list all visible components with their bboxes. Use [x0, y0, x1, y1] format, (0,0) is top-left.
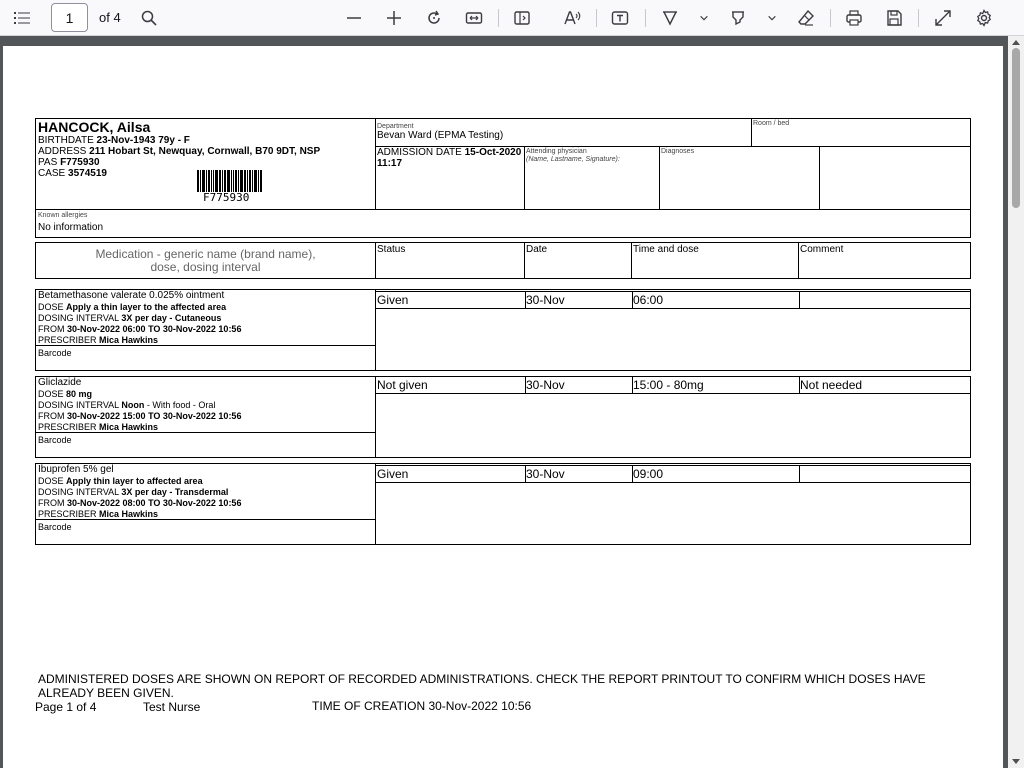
medication-1-interval: DOSING INTERVAL 3X per day - Cutaneous [38, 313, 222, 323]
patient-barcode-text: F775930 [203, 191, 250, 204]
scroll-down-icon[interactable] [1012, 759, 1020, 764]
read-aloud-icon[interactable] [558, 0, 586, 36]
diagnoses-label: Diagnoses [661, 148, 695, 155]
administration-2-time-dose: 15:00 - 80mg [632, 377, 800, 393]
patient-name: HANCOCK, Ailsa [38, 119, 151, 135]
header-time-dose-label: Time and dose [633, 244, 699, 255]
medication-3-from: FROM 30-Nov-2022 08:00 TO 30-Nov-2022 10:56 [38, 498, 242, 508]
chevron-down-icon[interactable] [764, 0, 780, 36]
header-medication-line1: Medication - generic name (brand name), [95, 247, 316, 261]
administration-1-comment [799, 292, 970, 308]
administration-1-date: 30-Nov [525, 292, 633, 308]
pdf-viewer [0, 36, 1024, 768]
eraser-icon[interactable] [792, 0, 820, 36]
medication-1-name: Betamethasone valerate 0.025% ointment [38, 290, 225, 301]
administration-2-comment: Not needed [800, 378, 863, 392]
expand-icon[interactable] [929, 0, 957, 36]
administration-2-status: Not given [376, 377, 526, 393]
medication-2-name: Gliclazide [38, 377, 82, 388]
page-number-input[interactable] [51, 3, 88, 32]
rotate-icon[interactable] [420, 0, 448, 36]
zoom-in-icon[interactable] [380, 0, 408, 36]
allergies-label: Known allergies [38, 212, 88, 219]
sidebar-toggle-icon[interactable] [8, 0, 36, 36]
footer-creation-time: TIME OF CREATION 30-Nov-2022 10:56 [312, 699, 532, 713]
administration-2-date: 30-Nov [525, 377, 633, 393]
footer-notice-line1: ADMINISTERED DOSES ARE SHOWN ON REPORT OF RECORDED ADMINISTRATIONS. CHECK THE REPORT PRINTOUT TO CONFIRM WHICH DOSES HAVE [38, 672, 926, 686]
header-date-label: Date [526, 244, 548, 255]
chevron-down-icon[interactable] [696, 0, 712, 36]
medication-2-barcode-box [35, 432, 376, 458]
scroll-up-icon[interactable] [1012, 40, 1020, 45]
search-icon[interactable] [135, 0, 163, 36]
medication-1-barcode-label: Barcode [38, 348, 72, 358]
page-view-icon[interactable] [508, 0, 536, 36]
medication-3-prescriber: PRESCRIBER Mica Hawkins [38, 509, 159, 519]
patient-pas: PAS F775930 [38, 157, 100, 168]
diagnoses-extra-box [819, 146, 971, 210]
administration-3-date: 30-Nov [525, 466, 633, 482]
department-label: Department [377, 123, 414, 130]
administration-3-comment [799, 466, 970, 482]
highlight-icon[interactable] [724, 0, 752, 36]
administration-row-2 [375, 376, 971, 394]
administration-3-status: Given [376, 466, 526, 482]
administration-1-status: Given [376, 292, 526, 308]
physician-hint: (Name, Lastname, Signature): [526, 156, 620, 163]
administration-3-time-dose: 09:00 [632, 466, 800, 482]
print-icon[interactable] [840, 0, 868, 36]
medication-1-dose: DOSE Apply a thin layer to the affected area [38, 302, 227, 312]
admission-date: ADMISSION DATE 15-Oct-2020 [377, 147, 522, 158]
administration-row-1 [375, 291, 971, 309]
medication-3-dose: DOSE Apply thin layer to affected area [38, 476, 203, 486]
save-icon[interactable] [880, 0, 908, 36]
settings-icon[interactable] [970, 0, 998, 36]
footer-page-info: Page 1 of 4 [35, 700, 97, 714]
vertical-scrollbar[interactable] [1008, 36, 1024, 768]
header-status-label: Status [377, 244, 406, 255]
header-comment-label: Comment [800, 244, 844, 255]
patient-case: CASE 3574519 [38, 168, 107, 179]
text-box-icon[interactable] [606, 0, 634, 36]
department-value: Bevan Ward (EPMA Testing) [377, 130, 504, 141]
medication-3-barcode-label: Barcode [38, 522, 72, 532]
medication-2-from: FROM 30-Nov-2022 15:00 TO 30-Nov-2022 10:56 [38, 411, 242, 421]
page-count-label: of 4 [99, 10, 121, 25]
admission-time: 11:17 [377, 158, 403, 169]
allergies-box [35, 209, 971, 238]
scrollbar-thumb[interactable] [1012, 48, 1020, 208]
patient-barcode [197, 170, 263, 192]
allergies-value: No information [38, 222, 104, 233]
physician-label: Attending physician [526, 148, 587, 155]
draw-icon[interactable] [656, 0, 684, 36]
patient-birthdate: BIRTHDATE 23-Nov-1943 79y - F [38, 135, 190, 146]
pdf-toolbar [0, 0, 1024, 36]
medication-2-barcode-label: Barcode [38, 435, 72, 445]
medication-2-dose: DOSE 80 mg [38, 389, 93, 399]
medication-1-prescriber: PRESCRIBER Mica Hawkins [38, 335, 159, 345]
fit-width-icon[interactable] [460, 0, 488, 36]
pdf-page [3, 46, 1003, 768]
medication-3-barcode-box [35, 519, 376, 545]
footer-user: Test Nurse [143, 700, 201, 714]
medication-3-interval: DOSING INTERVAL 3X per day - Transdermal [38, 487, 229, 497]
medication-1-from: FROM 30-Nov-2022 06:00 TO 30-Nov-2022 10:56 [38, 324, 242, 334]
medication-2-prescriber: PRESCRIBER Mica Hawkins [38, 422, 159, 432]
medication-2-interval: DOSING INTERVAL Noon - With food - Oral [38, 400, 216, 410]
medication-1-barcode-box [35, 345, 376, 371]
administration-row-3 [375, 465, 971, 483]
zoom-out-icon[interactable] [340, 0, 368, 36]
medication-3-name: Ibuprofen 5% gel [38, 464, 114, 475]
footer-notice-line2: ALREADY BEEN GIVEN. [38, 686, 174, 700]
patient-address: ADDRESS 211 Hobart St, Newquay, Cornwall, B70 9DT, NSP [38, 146, 321, 157]
header-medication-line2: dose, dosing interval [150, 260, 261, 274]
administration-1-time-dose: 06:00 [632, 292, 800, 308]
room-bed-label: Room / bed [753, 120, 790, 127]
